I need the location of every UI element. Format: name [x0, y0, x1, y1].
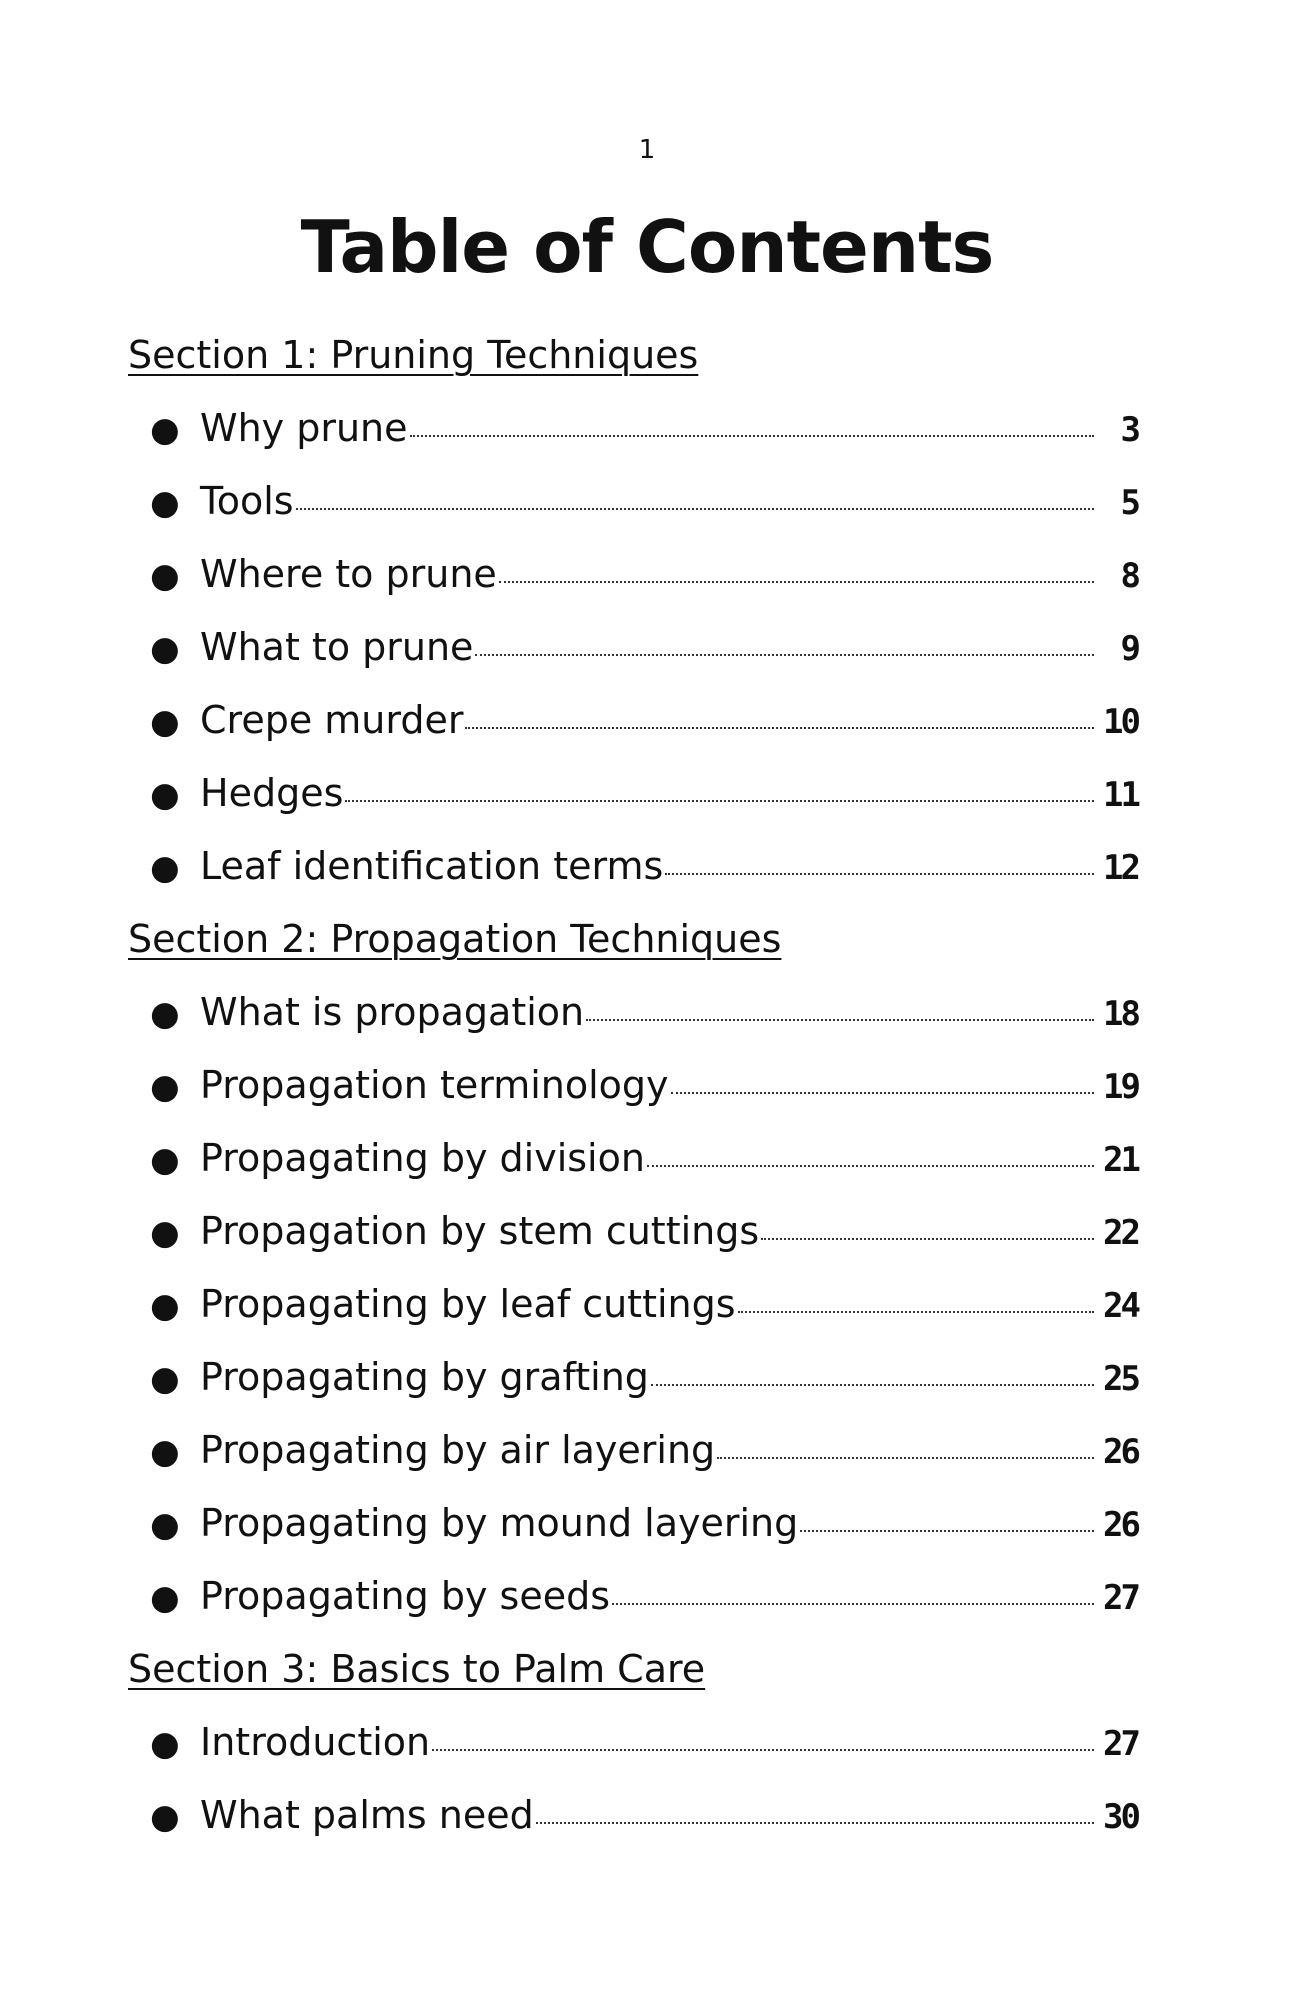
toc-entry: [128, 841, 1138, 914]
toc-entry-title: Crepe murder: [200, 698, 464, 742]
toc-entry: [128, 1790, 1138, 1863]
dot-leader: [345, 799, 1094, 802]
toc-entry-page: 10: [1103, 702, 1138, 742]
toc-entry: [128, 622, 1138, 695]
toc-entry-page: 8: [1120, 556, 1138, 596]
toc-entry-title: Why prune: [200, 406, 408, 450]
toc-entry-page: 24: [1103, 1286, 1138, 1326]
toc-entry-title: Leaf identification terms: [200, 844, 664, 888]
toc-entry: [128, 1206, 1138, 1279]
bullet-icon: ●: [150, 775, 180, 815]
toc-entry-page: 19: [1103, 1067, 1138, 1107]
toc-entry: [128, 1571, 1138, 1644]
dot-leader: [296, 507, 1094, 510]
toc-entry-title: Propagating by seeds: [200, 1574, 611, 1618]
toc-entry: [128, 403, 1138, 476]
toc-entry-title: Propagation by stem cuttings: [200, 1209, 760, 1253]
page-title: Table of Contents: [300, 205, 994, 289]
section-heading: Section 3: Basics to Palm Care: [128, 1647, 706, 1691]
page-number: 1: [638, 135, 656, 165]
dot-leader: [761, 1237, 1094, 1240]
bullet-icon: ●: [150, 848, 180, 888]
bullet-icon: ●: [150, 1797, 180, 1837]
section-heading: Section 1: Pruning Techniques: [128, 333, 699, 377]
toc-entry-title: Propagating by mound layering: [200, 1501, 799, 1545]
bullet-icon: ●: [150, 1505, 180, 1545]
toc-entry: [128, 476, 1138, 549]
toc-entry-page: 26: [1103, 1505, 1138, 1545]
bullet-icon: ●: [150, 994, 180, 1034]
bullet-icon: ●: [150, 1578, 180, 1618]
bullet-icon: ●: [150, 1140, 180, 1180]
toc-entry-title: Introduction: [200, 1720, 431, 1764]
toc-entry: [128, 1352, 1138, 1425]
dot-leader: [738, 1310, 1094, 1313]
toc-entry-page: 12: [1103, 848, 1138, 888]
dot-leader: [665, 872, 1094, 875]
toc-entry-title: Propagation terminology: [200, 1063, 669, 1107]
toc-entry-page: 25: [1103, 1359, 1138, 1399]
toc-entry: [128, 1133, 1138, 1206]
toc-entry-title: What palms need: [200, 1793, 534, 1837]
toc-entry-title: What to prune: [200, 625, 474, 669]
toc-entry: [128, 549, 1138, 622]
bullet-icon: ●: [150, 629, 180, 669]
toc-entry: [128, 1060, 1138, 1133]
toc-entry: [128, 987, 1138, 1060]
toc-entry-page: 5: [1120, 483, 1138, 523]
dot-leader: [536, 1821, 1094, 1824]
dot-leader: [612, 1602, 1094, 1605]
dot-leader: [499, 580, 1094, 583]
bullet-icon: ●: [150, 410, 180, 450]
toc-entry-title: Propagating by division: [200, 1136, 645, 1180]
toc-entry-title: What is propagation: [200, 990, 585, 1034]
toc-entry-title: Where to prune: [200, 552, 497, 596]
toc-entry-title: Propagating by air layering: [200, 1428, 716, 1472]
toc-entry: [128, 768, 1138, 841]
dot-leader: [647, 1164, 1094, 1167]
toc-entry-title: Tools: [200, 479, 294, 523]
dot-leader: [800, 1529, 1094, 1532]
table-of-contents: [128, 330, 1138, 1863]
toc-entry: [128, 1425, 1138, 1498]
toc-entry-page: 18: [1103, 994, 1138, 1034]
toc-entry-page: 3: [1120, 410, 1138, 450]
dot-leader: [410, 434, 1094, 437]
toc-entry-page: 26: [1103, 1432, 1138, 1472]
toc-entry: [128, 1717, 1138, 1790]
bullet-icon: ●: [150, 556, 180, 596]
bullet-icon: ●: [150, 1213, 180, 1253]
dot-leader: [432, 1748, 1094, 1751]
toc-entry: [128, 1279, 1138, 1352]
section-heading: Section 2: Propagation Techniques: [128, 917, 782, 961]
toc-entry-title: Propagating by leaf cuttings: [200, 1282, 736, 1326]
toc-entry: [128, 1498, 1138, 1571]
dot-leader: [586, 1018, 1094, 1021]
toc-entry-title: Hedges: [200, 771, 344, 815]
toc-entry-page: 22: [1103, 1213, 1138, 1253]
dot-leader: [465, 726, 1094, 729]
toc-entry-page: 27: [1103, 1724, 1138, 1764]
toc-entry-page: 11: [1103, 775, 1138, 815]
toc-entry-title: Propagating by grafting: [200, 1355, 649, 1399]
dot-leader: [651, 1383, 1094, 1386]
bullet-icon: ●: [150, 1432, 180, 1472]
bullet-icon: ●: [150, 1724, 180, 1764]
bullet-icon: ●: [150, 1286, 180, 1326]
dot-leader: [475, 653, 1094, 656]
toc-entry-page: 21: [1103, 1140, 1138, 1180]
toc-entry-page: 9: [1120, 629, 1138, 669]
toc-entry: [128, 695, 1138, 768]
bullet-icon: ●: [150, 702, 180, 742]
toc-entry-page: 30: [1103, 1797, 1138, 1837]
bullet-icon: ●: [150, 1359, 180, 1399]
dot-leader: [671, 1091, 1094, 1094]
bullet-icon: ●: [150, 483, 180, 523]
dot-leader: [717, 1456, 1094, 1459]
toc-entry-page: 27: [1103, 1578, 1138, 1618]
bullet-icon: ●: [150, 1067, 180, 1107]
